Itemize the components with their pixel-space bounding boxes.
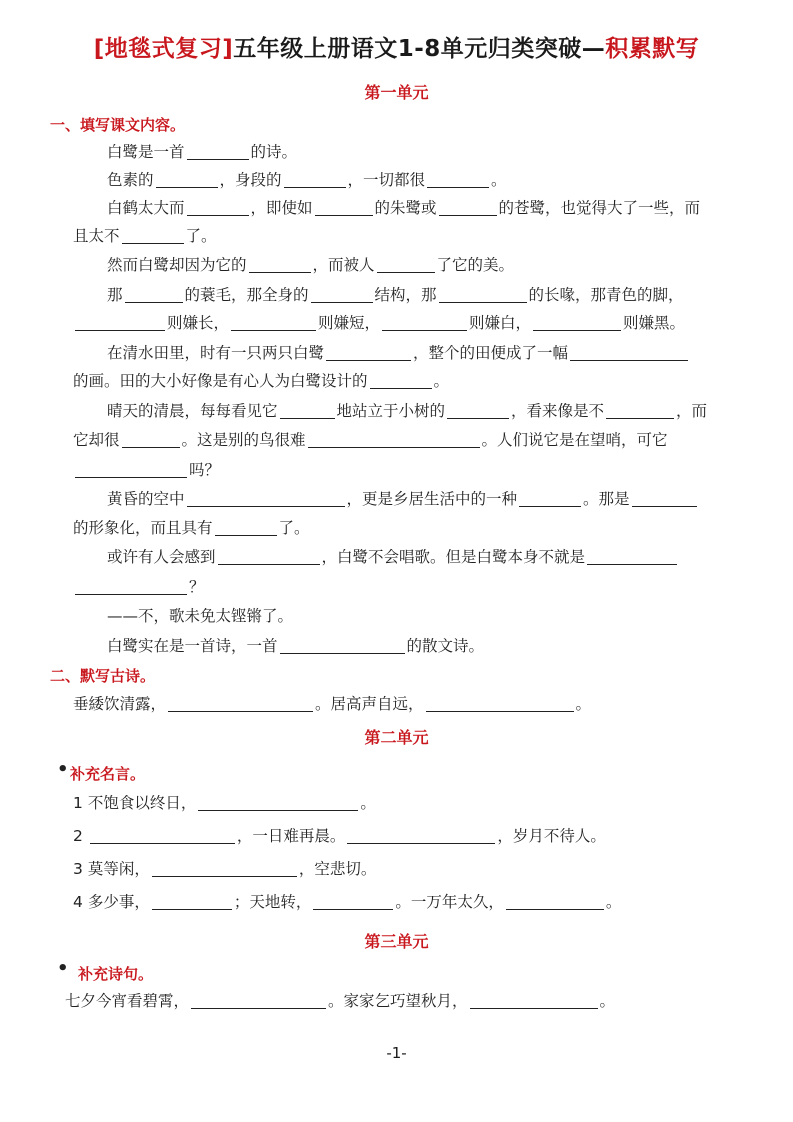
blank[interactable] — [519, 490, 581, 507]
blank[interactable] — [326, 344, 411, 361]
unit3-section-label: 补充诗句。 — [78, 965, 154, 983]
blank[interactable] — [152, 860, 297, 877]
blank[interactable] — [152, 893, 232, 910]
blank[interactable] — [470, 992, 598, 1009]
blank[interactable] — [308, 431, 480, 448]
text-line-10: 晴天的清晨，每每看见它 地站立于小树的 ，看来像是不 ，而 — [107, 402, 708, 420]
page-title: [地毯式复习]五年级上册语文1-8单元归类突破—积累默写 — [93, 36, 700, 62]
blank[interactable] — [370, 372, 432, 389]
text-line-12: 吗？ — [73, 458, 220, 480]
text-line-4: 且太不 了。 — [73, 227, 217, 245]
text-line-17: ——不，歌未免太铿锵了。 — [107, 607, 294, 625]
blank[interactable] — [632, 490, 697, 507]
blank[interactable] — [426, 695, 574, 712]
text-line-18: 白鹭实在是一首诗，一首 的散文诗。 — [107, 637, 485, 655]
blank[interactable] — [187, 490, 345, 507]
text-line-11: 它却很 。这是别的鸟很难 。人们说它是在望哨，可它 — [73, 431, 668, 449]
text-line-13: 黄昏的空中 ，更是乡居生活中的一种 。那是 — [107, 487, 699, 509]
poem-line: 垂緌饮清露， 。居高声自远， 。 — [73, 695, 592, 713]
blank[interactable] — [168, 695, 313, 712]
bullet-icon: • — [57, 958, 69, 979]
bullet-icon: • — [57, 759, 69, 780]
text-line-5: 然而白鹭却因为它的 ，而被人 了它的美。 — [107, 256, 515, 274]
blank[interactable] — [439, 286, 527, 303]
page-number: -1- — [386, 1044, 407, 1062]
blank[interactable] — [280, 637, 405, 654]
blank[interactable] — [313, 893, 393, 910]
blank[interactable] — [311, 286, 373, 303]
quote-line-3: 3 莫等闲， ，空悲切。 — [73, 860, 377, 878]
blank[interactable] — [570, 344, 688, 361]
unit1-heading: 第一单元 — [364, 83, 429, 102]
blank[interactable] — [90, 827, 235, 844]
blank[interactable] — [218, 548, 320, 565]
blank[interactable] — [347, 827, 495, 844]
blank[interactable] — [75, 578, 187, 595]
text-line-16: ？ — [73, 575, 205, 597]
blank[interactable] — [198, 794, 358, 811]
blank[interactable] — [506, 893, 604, 910]
text-line-7: 则嫌长， 则嫌短， 则嫌白， 则嫌黑。 — [73, 311, 685, 333]
blank[interactable] — [439, 199, 497, 216]
blank[interactable] — [156, 171, 218, 188]
blank[interactable] — [122, 431, 180, 448]
blank[interactable] — [187, 143, 249, 160]
text-line-8: 在清水田里，时有一只两只白鹭 ，整个的田便成了一幅 — [107, 341, 690, 363]
blank[interactable] — [377, 256, 435, 273]
unit1-section2-label: 二、默写古诗。 — [50, 667, 156, 685]
blank[interactable] — [187, 199, 249, 216]
blank[interactable] — [122, 227, 184, 244]
blank[interactable] — [231, 314, 316, 331]
blank[interactable] — [447, 402, 509, 419]
text-line-1: 白鹭是一首 的诗。 — [107, 143, 298, 161]
unit2-section-label: 补充名言。 — [70, 765, 146, 783]
blank[interactable] — [249, 256, 311, 273]
blank[interactable] — [280, 402, 335, 419]
unit3-heading: 第三单元 — [364, 932, 429, 951]
text-line-2: 色素的 ，身段的 ，一切都很 。 — [107, 171, 507, 189]
blank[interactable] — [215, 519, 277, 536]
text-line-9: 的画。田的大小好像是有心人为白鹭设计的 。 — [73, 372, 450, 390]
text-line-15: 或许有人会感到 ，白鹭不会唱歌。但是白鹭本身不就是 — [107, 545, 679, 567]
text-line-3: 白鹤太大而 ，即使如 的朱鹭或 的苍鹭，也觉得大了一些，而 — [107, 199, 701, 217]
blank[interactable] — [587, 548, 677, 565]
blank[interactable] — [284, 171, 346, 188]
blank[interactable] — [382, 314, 467, 331]
blank[interactable] — [315, 199, 373, 216]
blank[interactable] — [75, 461, 187, 478]
quote-line-2: 2 ，一日难再晨。 ，岁月不待人。 — [73, 827, 606, 845]
quote-line-4: 4 多少事， ；天地转， 。一万年太久， 。 — [73, 893, 622, 911]
blank[interactable] — [533, 314, 621, 331]
blank[interactable] — [606, 402, 674, 419]
blank[interactable] — [75, 314, 165, 331]
unit2-heading: 第二单元 — [364, 728, 429, 747]
unit1-section1-label: 一、填写课文内容。 — [50, 116, 186, 134]
blank[interactable] — [125, 286, 183, 303]
text-line-14: 的形象化，而且具有 了。 — [73, 519, 310, 537]
blank[interactable] — [191, 992, 326, 1009]
text-line-6: 那 的蓑毛，那全身的 结构，那 的长喙，那青色的脚， — [107, 286, 684, 304]
quote-line-1: 1 不饱食以终日， 。 — [73, 794, 376, 812]
blank[interactable] — [427, 171, 489, 188]
verse-line: 七夕今宵看碧霄， 。家家乞巧望秋月， 。 — [65, 992, 616, 1010]
